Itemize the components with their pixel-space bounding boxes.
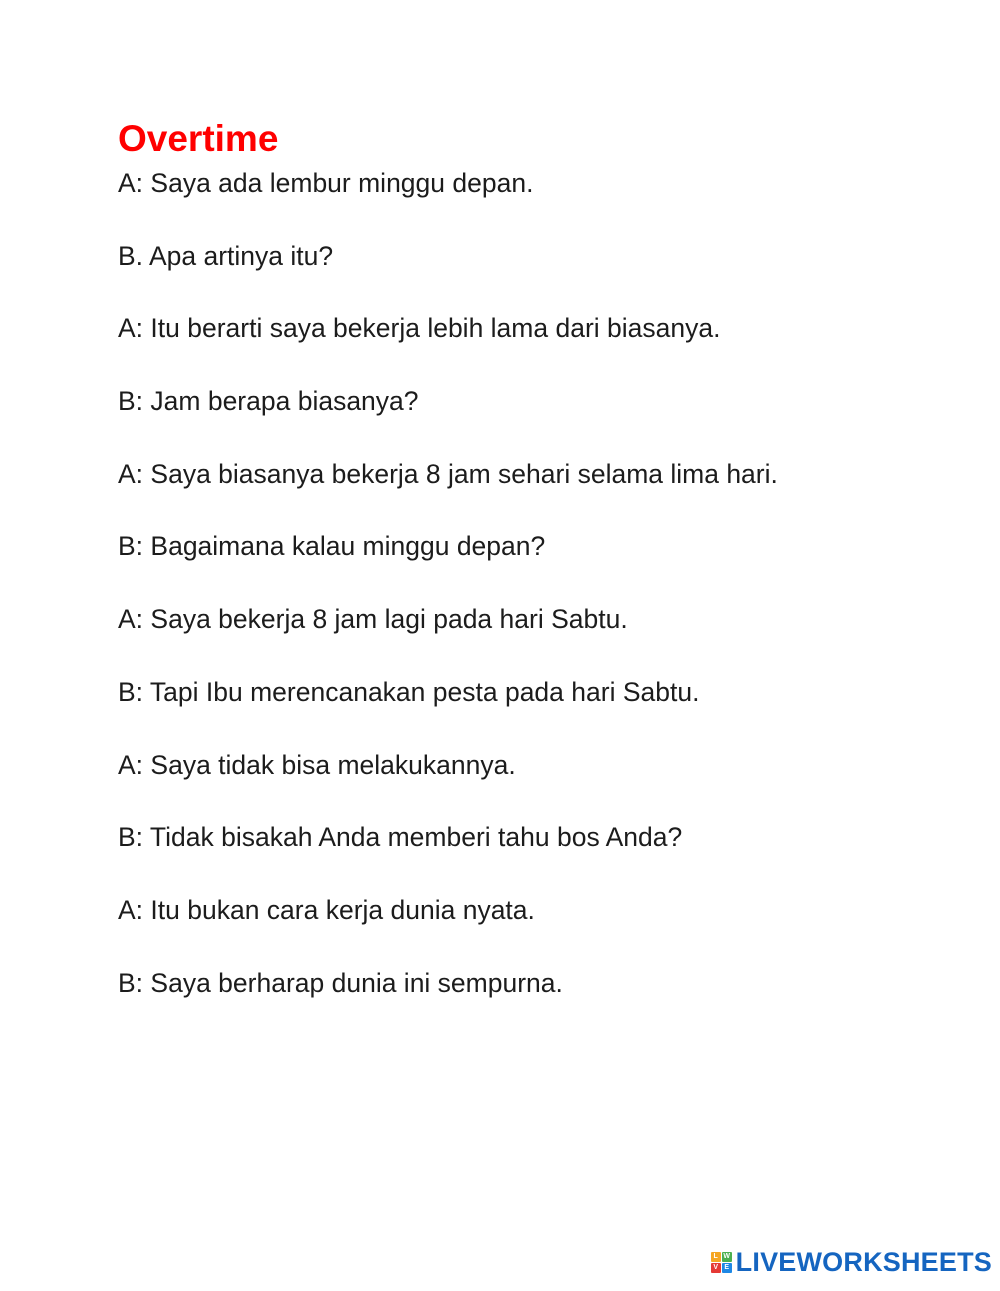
liveworksheets-logo <box>711 1247 992 1277</box>
dialogue-line-10: B: Tidak bisakah Anda memberi tahu bos Anda? <box>118 822 683 853</box>
logo-block-v: V <box>711 1263 721 1273</box>
dialogue-list <box>118 163 778 1035</box>
dialogue-line-12: B: Saya berharap dunia ini sempurna. <box>118 967 563 998</box>
dialogue-line-11: A: Itu bukan cara kerja dunia nyata. <box>118 894 535 925</box>
dialogue-line-8: B: Tapi Ibu merencanakan pesta pada hari Sabtu. <box>118 676 700 707</box>
worksheet-title: Overtime <box>118 118 279 159</box>
dialogue-line-2: B. Apa artinya itu? <box>118 240 334 271</box>
dialogue-line-9: A: Saya tidak bisa melakukannya. <box>118 749 516 780</box>
logo-block-e: E <box>722 1263 732 1273</box>
dialogue-line-1: A: Saya ada lembur minggu depan. <box>118 168 534 198</box>
dialogue-line-5: A: Saya biasanya bekerja 8 jam sehari selama lima hari. <box>118 458 778 489</box>
dialogue-line-3: A: Itu berarti saya bekerja lebih lama dari biasanya. <box>118 313 721 344</box>
dialogue-line-7: A: Saya bekerja 8 jam lagi pada hari Sabtu. <box>118 604 628 635</box>
logo-wordmark: LIVEWORKSHEETS <box>735 1247 992 1277</box>
logo-block-w: W <box>723 1252 730 1260</box>
dialogue-line-6: B: Bagaimana kalau minggu depan? <box>118 531 546 562</box>
logo-block-l: L <box>711 1252 721 1262</box>
dialogue-line-4: B: Jam berapa biasanya? <box>118 386 419 417</box>
liveworksheets-logo-icon <box>711 1252 732 1273</box>
